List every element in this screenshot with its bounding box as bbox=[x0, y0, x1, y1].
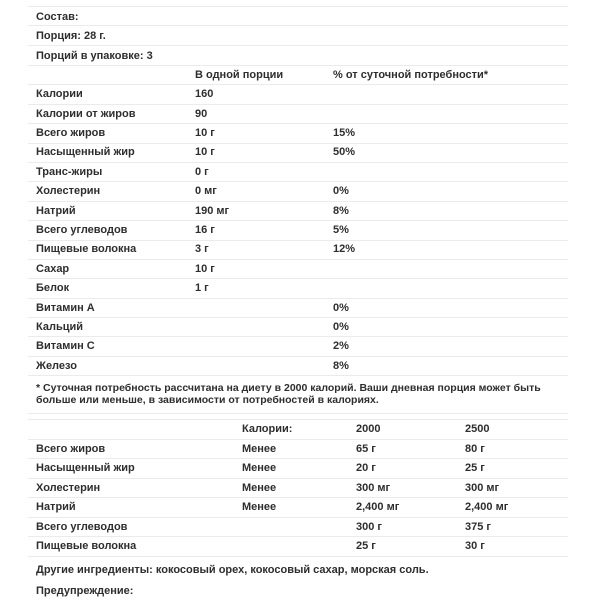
reference-label: Всего углеводов bbox=[36, 520, 128, 533]
reference-label: Пищевые волокна bbox=[36, 540, 137, 553]
nutrient-daily-value: 8% bbox=[333, 204, 349, 217]
nutrition-row bbox=[28, 85, 568, 104]
servings-per-container: Порций в упаковке: 3 bbox=[28, 46, 568, 66]
nutrition-row bbox=[28, 260, 568, 279]
daily-value-column-header: % от суточной потребности* bbox=[333, 68, 489, 81]
nutrient-amount: 190 мг bbox=[195, 204, 230, 217]
nutrient-amount: 90 bbox=[195, 107, 208, 120]
nutrition-row bbox=[28, 105, 568, 124]
nutrient-label: Витамин C bbox=[36, 340, 95, 353]
reference-value-2500: 25 г bbox=[465, 462, 485, 475]
reference-value-2000: 2,400 мг bbox=[356, 501, 400, 514]
nutrient-label: Пищевые волокна bbox=[36, 243, 137, 256]
nutrient-daily-value: 50% bbox=[333, 146, 356, 159]
reference-value-2500: 300 мг bbox=[465, 481, 500, 494]
reference-row bbox=[28, 518, 568, 538]
calories-2500-header: 2500 bbox=[465, 423, 490, 436]
nutrient-label: Железо bbox=[36, 359, 77, 372]
nutrient-amount: 0 г bbox=[195, 165, 209, 178]
nutrient-daily-value: 0% bbox=[333, 320, 349, 333]
nutrition-row bbox=[28, 318, 568, 337]
reference-row bbox=[28, 537, 568, 557]
reference-label: Холестерин bbox=[36, 481, 101, 494]
reference-row bbox=[28, 459, 568, 479]
per-serving-column-header: В одной порции bbox=[195, 68, 284, 81]
nutrient-amount: 10 г bbox=[195, 127, 215, 140]
nutrition-row bbox=[28, 279, 568, 298]
nutrition-row bbox=[28, 357, 568, 376]
nutrition-row bbox=[28, 337, 568, 356]
nutrition-row bbox=[28, 202, 568, 221]
nutrition-row bbox=[28, 241, 568, 260]
daily-value-footnote: * Суточная потребность рассчитана на диету в 2000 калорий. Ваши дневная порция может быть больше или меньше, в зависимости от потребностей в калориях. bbox=[28, 376, 568, 414]
warning-label: Предупреждение: bbox=[36, 584, 134, 597]
nutrient-amount: 160 bbox=[195, 88, 214, 101]
nutrient-label: Транс-жиры bbox=[36, 165, 103, 178]
reference-value-2500: 80 г bbox=[465, 442, 485, 455]
nutrient-label: Всего жиров bbox=[36, 127, 106, 140]
reference-value-2500: 375 г bbox=[465, 520, 491, 533]
nutrient-daily-value: 12% bbox=[333, 243, 356, 256]
nutrient-label: Всего углеводов bbox=[36, 224, 128, 237]
nutrient-amount: 10 г bbox=[195, 146, 215, 159]
nutrition-row bbox=[28, 163, 568, 182]
nutrient-amount: 1 г bbox=[195, 282, 209, 295]
nutrition-row bbox=[28, 221, 568, 240]
nutrient-label: Белок bbox=[36, 282, 70, 295]
composition-label: Состав: bbox=[28, 6, 568, 26]
nutrition-row bbox=[28, 299, 568, 318]
reference-value-2000: 20 г bbox=[356, 462, 376, 475]
reference-row bbox=[28, 479, 568, 499]
nutrient-label: Сахар bbox=[36, 262, 70, 275]
calories-2000-header: 2000 bbox=[356, 423, 381, 436]
reference-value-2000: 65 г bbox=[356, 442, 376, 455]
reference-qualifier: Менее bbox=[242, 501, 277, 514]
reference-row bbox=[28, 498, 568, 518]
serving-size: Порция: 28 г. bbox=[28, 26, 568, 46]
nutrient-label: Калории от жиров bbox=[36, 107, 136, 120]
nutrient-amount: 3 г bbox=[195, 243, 209, 256]
nutrition-table-header-row bbox=[28, 66, 568, 85]
reference-value-2000: 25 г bbox=[356, 540, 376, 553]
reference-value-2000: 300 мг bbox=[356, 481, 391, 494]
reference-table-header-row bbox=[28, 420, 568, 440]
nutrient-label: Холестерин bbox=[36, 185, 101, 198]
nutrient-daily-value: 15% bbox=[333, 127, 356, 140]
nutrient-label: Насыщенный жир bbox=[36, 146, 135, 159]
reference-qualifier: Менее bbox=[242, 481, 277, 494]
nutrition-facts-table bbox=[28, 66, 568, 376]
reference-label: Насыщенный жир bbox=[36, 462, 135, 475]
nutrient-amount: 10 г bbox=[195, 262, 215, 275]
reference-row bbox=[28, 440, 568, 460]
nutrition-row bbox=[28, 144, 568, 163]
nutrition-row bbox=[28, 124, 568, 143]
nutrient-label: Витамин A bbox=[36, 301, 95, 314]
supplement-facts-panel bbox=[28, 6, 568, 597]
nutrient-daily-value: 0% bbox=[333, 185, 349, 198]
reference-label: Натрий bbox=[36, 501, 76, 514]
nutrient-label: Кальций bbox=[36, 320, 84, 333]
reference-value-2500: 30 г bbox=[465, 540, 485, 553]
reference-values-table bbox=[28, 420, 568, 557]
nutrient-label: Калории bbox=[36, 88, 83, 101]
reference-qualifier: Менее bbox=[242, 442, 277, 455]
nutrient-daily-value: 8% bbox=[333, 359, 349, 372]
nutrient-daily-value: 5% bbox=[333, 224, 349, 237]
nutrient-amount: 16 г bbox=[195, 224, 215, 237]
reference-value-2500: 2,400 мг bbox=[465, 501, 509, 514]
nutrient-amount: 0 мг bbox=[195, 185, 217, 198]
reference-label: Всего жиров bbox=[36, 442, 106, 455]
nutrient-label: Натрий bbox=[36, 204, 76, 217]
other-ingredients-text: Другие ингредиенты: кокосовый орех, кокосовый сахар, морская соль. bbox=[36, 563, 429, 576]
nutrient-daily-value: 2% bbox=[333, 340, 349, 353]
calories-column-header: Калории: bbox=[242, 423, 293, 436]
nutrient-daily-value: 0% bbox=[333, 301, 349, 314]
reference-qualifier: Менее bbox=[242, 462, 277, 475]
nutrition-row bbox=[28, 182, 568, 201]
reference-value-2000: 300 г bbox=[356, 520, 382, 533]
